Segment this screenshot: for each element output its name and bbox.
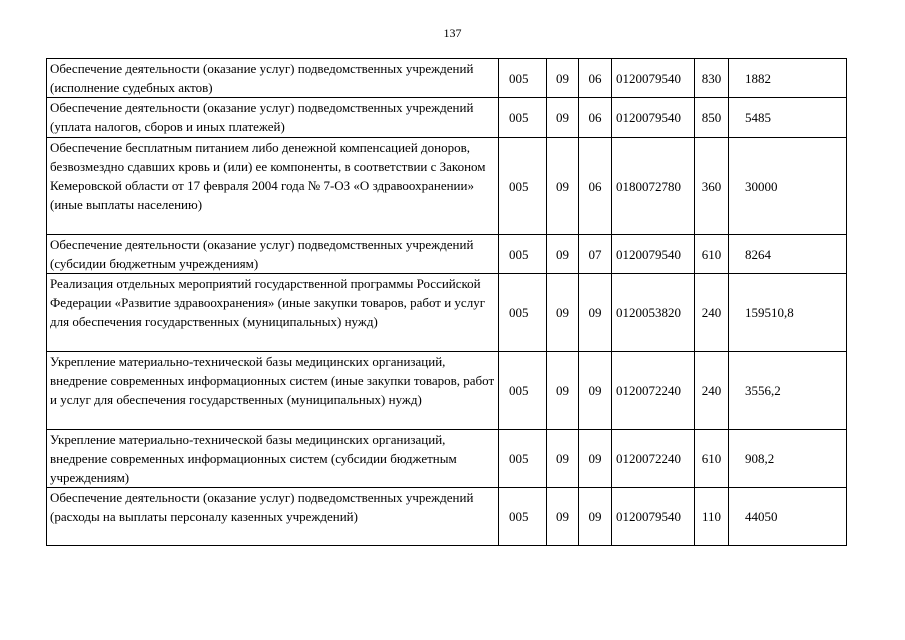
row-description: Обеспечение деятельности (оказание услуг) подведомственных учреждений (расходы на выплаты персоналу казенных учреждений)	[47, 488, 499, 546]
row-description: Укрепление материально-технической базы медицинских организаций, внедрение современных информационных систем (субсидии бюджетным учреждениям)	[47, 430, 499, 488]
subsection-code: 09	[579, 352, 612, 430]
subsection-code: 07	[579, 235, 612, 274]
amount-value: 1882	[729, 59, 847, 98]
subsection-code: 09	[579, 488, 612, 546]
target-article-code: 0120053820	[612, 274, 695, 352]
target-article-code: 0120079540	[612, 235, 695, 274]
amount-value: 159510,8	[729, 274, 847, 352]
expense-type-code: 610	[695, 430, 729, 488]
amount-value: 3556,2	[729, 352, 847, 430]
ministry-code: 005	[499, 138, 547, 235]
row-description: Обеспечение деятельности (оказание услуг) подведомственных учреждений (исполнение судебных актов)	[47, 59, 499, 98]
amount-value: 30000	[729, 138, 847, 235]
page-number: 137	[443, 26, 462, 40]
table-row	[47, 488, 847, 546]
subsection-code: 06	[579, 98, 612, 138]
ministry-code: 005	[499, 274, 547, 352]
section-code: 09	[547, 98, 579, 138]
target-article-code: 0120079540	[612, 59, 695, 98]
section-code: 09	[547, 488, 579, 546]
expense-type-code: 830	[695, 59, 729, 98]
ministry-code: 005	[499, 98, 547, 138]
row-description: Реализация отдельных мероприятий государственной программы Российской Федерации «Развитие здравоохранения» (иные закупки товаров, работ и услуг для обеспечения государственных (муниципальных) нужд)	[47, 274, 499, 352]
target-article-code: 0120079540	[612, 488, 695, 546]
ministry-code: 005	[499, 59, 547, 98]
expense-type-code: 240	[695, 352, 729, 430]
amount-value: 5485	[729, 98, 847, 138]
ministry-code: 005	[499, 430, 547, 488]
row-description: Обеспечение деятельности (оказание услуг) подведомственных учреждений (субсидии бюджетным учреждениям)	[47, 235, 499, 274]
amount-value: 8264	[729, 235, 847, 274]
table-row	[47, 59, 847, 98]
table-row	[47, 274, 847, 352]
amount-value: 44050	[729, 488, 847, 546]
expense-type-code: 610	[695, 235, 729, 274]
table-row	[47, 352, 847, 430]
row-description: Укрепление материально-технической базы медицинских организаций, внедрение современных информационных систем (иные закупки товаров, работ и услуг для обеспечения государственных (муниципальных) нужд)	[47, 352, 499, 430]
section-code: 09	[547, 274, 579, 352]
subsection-code: 06	[579, 138, 612, 235]
amount-value: 908,2	[729, 430, 847, 488]
target-article-code: 0120072240	[612, 352, 695, 430]
ministry-code: 005	[499, 488, 547, 546]
target-article-code: 0180072780	[612, 138, 695, 235]
table-row	[47, 235, 847, 274]
expense-type-code: 110	[695, 488, 729, 546]
budget-table	[46, 58, 847, 546]
subsection-code: 09	[579, 274, 612, 352]
section-code: 09	[547, 235, 579, 274]
table-row	[47, 430, 847, 488]
row-description: Обеспечение бесплатным питанием либо денежной компенсацией доноров, безвозмездно сдавших кровь и (или) ее компоненты, в соответствии с Законом Кемеровской области от 17 февраля 2004 года № 7-ОЗ «О здравоохранении» (иные выплаты населению)	[47, 138, 499, 235]
expense-type-code: 360	[695, 138, 729, 235]
section-code: 09	[547, 138, 579, 235]
target-article-code: 0120079540	[612, 98, 695, 138]
section-code: 09	[547, 59, 579, 98]
target-article-code: 0120072240	[612, 430, 695, 488]
row-description: Обеспечение деятельности (оказание услуг) подведомственных учреждений (уплата налогов, сборов и иных платежей)	[47, 98, 499, 138]
subsection-code: 06	[579, 59, 612, 98]
table-row	[47, 98, 847, 138]
ministry-code: 005	[499, 352, 547, 430]
ministry-code: 005	[499, 235, 547, 274]
table-row	[47, 138, 847, 235]
section-code: 09	[547, 352, 579, 430]
subsection-code: 09	[579, 430, 612, 488]
expense-type-code: 850	[695, 98, 729, 138]
expense-type-code: 240	[695, 274, 729, 352]
section-code: 09	[547, 430, 579, 488]
